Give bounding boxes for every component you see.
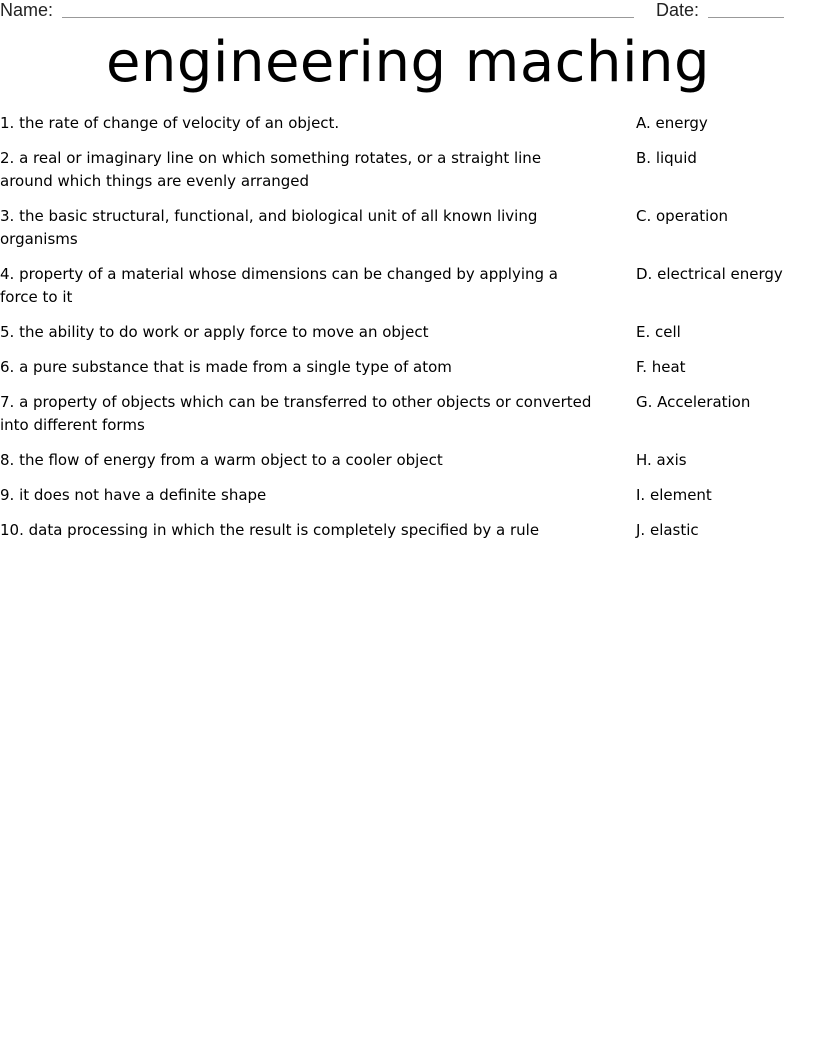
answer-option: D. electrical energy bbox=[636, 265, 783, 283]
answer-option: G. Acceleration bbox=[636, 393, 751, 411]
clue-text: 1. the rate of change of velocity of an object. bbox=[0, 114, 340, 132]
matching-row-10 bbox=[0, 519, 816, 542]
name-blank-line[interactable] bbox=[62, 17, 634, 18]
clue-text: 3. the basic structural, functional, and biological unit of all known living organisms bbox=[0, 207, 538, 248]
matching-row-3 bbox=[0, 205, 816, 251]
matching-row-2 bbox=[0, 147, 816, 193]
date-blank-line[interactable] bbox=[708, 17, 784, 18]
answer-option: A. energy bbox=[636, 114, 708, 132]
matching-row-9 bbox=[0, 484, 816, 507]
matching-list bbox=[0, 112, 816, 554]
clue-text: 8. the flow of energy from a warm object to a cooler object bbox=[0, 451, 443, 469]
name-label: Name: bbox=[0, 0, 54, 20]
matching-row-8 bbox=[0, 449, 816, 472]
answer-option: B. liquid bbox=[636, 149, 697, 167]
answer-option: J. elastic bbox=[636, 521, 699, 539]
answer-option: E. cell bbox=[636, 323, 681, 341]
matching-row-1 bbox=[0, 112, 816, 135]
clue-text: 2. a real or imaginary line on which something rotates, or a straight line around which things are evenly arranged bbox=[0, 149, 542, 190]
clue-text: 5. the ability to do work or apply force to move an object bbox=[0, 323, 429, 341]
matching-row-5 bbox=[0, 321, 816, 344]
clue-text: 9. it does not have a definite shape bbox=[0, 486, 267, 504]
clue-text: 7. a property of objects which can be transferred to other objects or converted into different forms bbox=[0, 393, 592, 434]
worksheet-header bbox=[0, 0, 816, 24]
matching-row-4 bbox=[0, 263, 816, 309]
answer-option: I. element bbox=[636, 486, 712, 504]
matching-row-6 bbox=[0, 356, 816, 379]
clue-text: 10. data processing in which the result is completely specified by a rule bbox=[0, 521, 540, 539]
date-label: Date: bbox=[656, 0, 700, 20]
page-title: engineering maching bbox=[105, 30, 711, 95]
clue-text: 4. property of a material whose dimensions can be changed by applying a force to it bbox=[0, 265, 558, 306]
matching-row-7 bbox=[0, 391, 816, 437]
answer-option: F. heat bbox=[636, 358, 686, 376]
answer-option: H. axis bbox=[636, 451, 687, 469]
clue-text: 6. a pure substance that is made from a single type of atom bbox=[0, 358, 452, 376]
answer-option: C. operation bbox=[636, 207, 729, 225]
